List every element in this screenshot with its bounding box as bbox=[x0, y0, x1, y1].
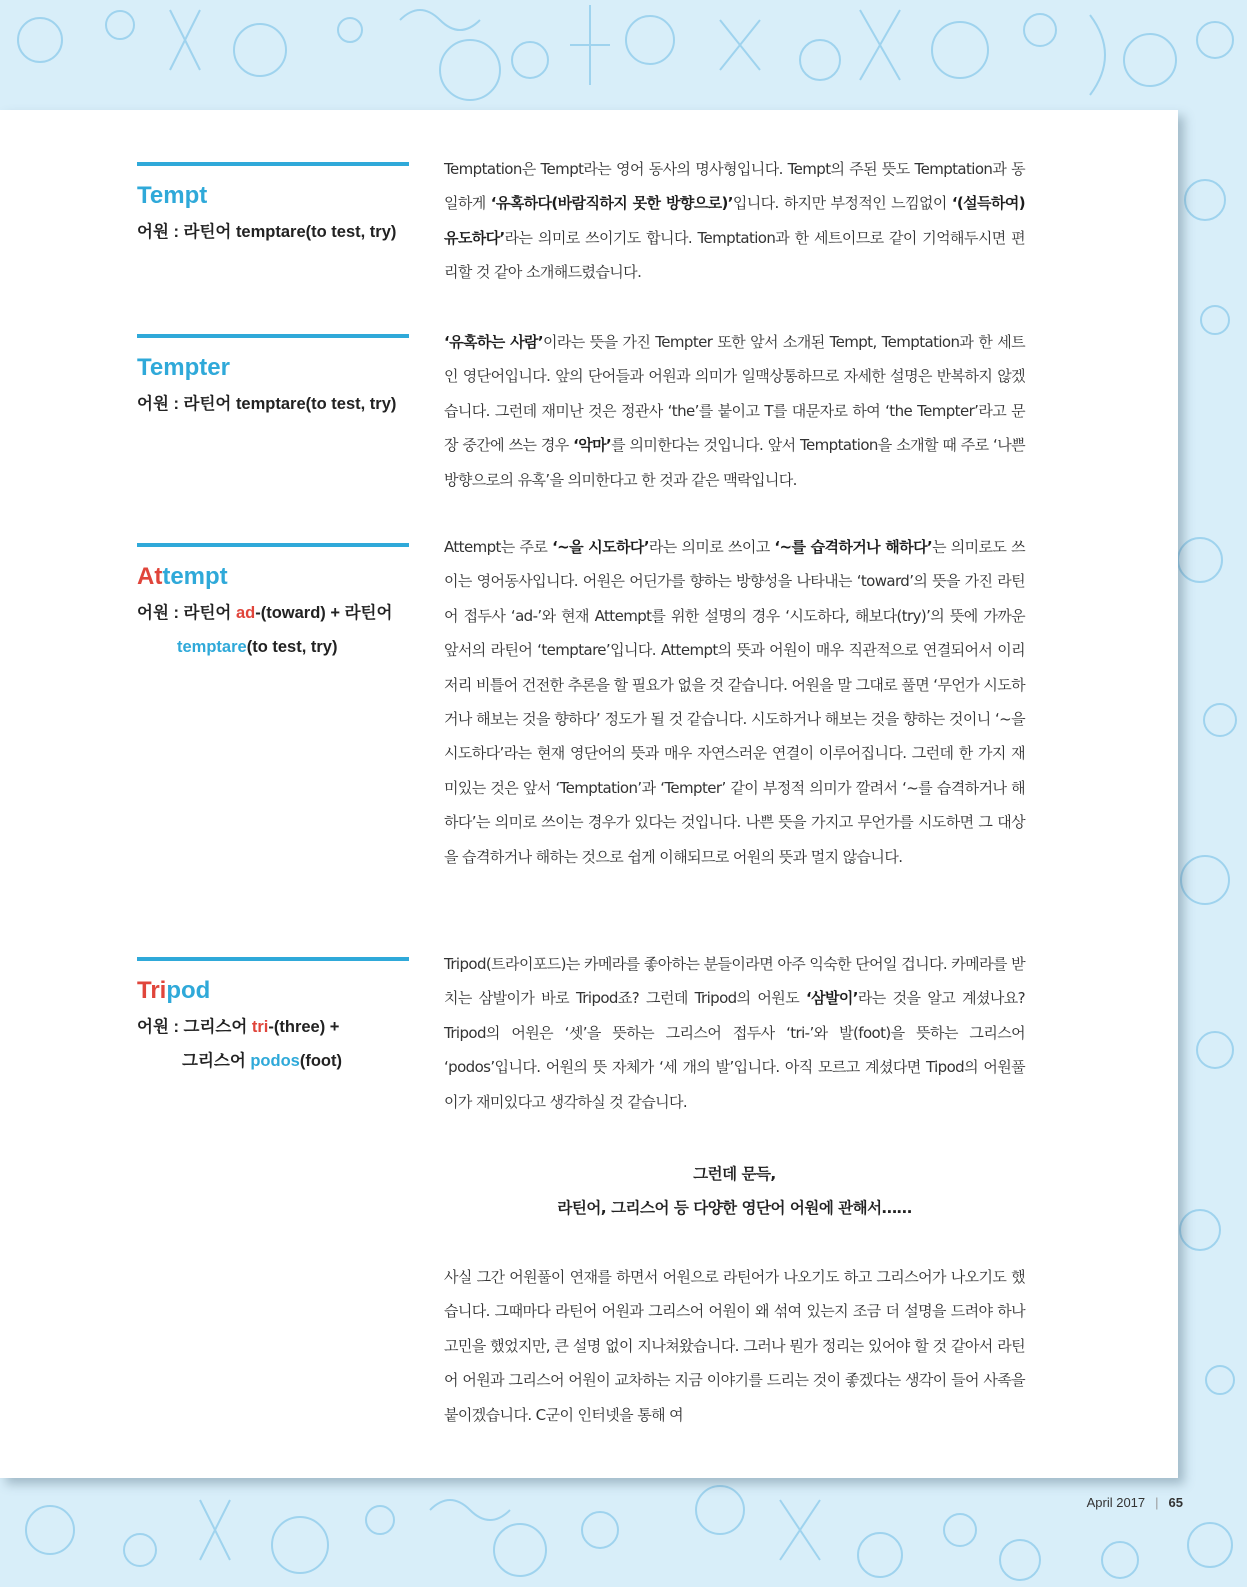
entry-etymology: 어원 : 라틴어 temptare(to test, try) bbox=[137, 223, 397, 241]
ety-suffix: (foot) bbox=[299, 1052, 342, 1070]
entry-attempt bbox=[137, 543, 409, 664]
footer-separator: | bbox=[1155, 1495, 1159, 1510]
word-root: pod bbox=[166, 977, 211, 1004]
word-root: tempt bbox=[162, 563, 228, 590]
emphasis-text: ‘악마’ bbox=[573, 436, 612, 455]
entry-word bbox=[137, 562, 409, 592]
issue-date: April 2017 bbox=[1086, 1495, 1146, 1510]
entry-etymology bbox=[137, 1010, 409, 1078]
entry-paragraph: Attempt는 주로 ‘~을 시도하다’라는 의미로 쓰이고 ‘~를 습격하거나 해하다’는 의미로도 쓰이는 영어동사입니다. 어원은 어딘가를 향하는 방향성을 나타내는 ‘toward’의 뜻을 가진 라틴어 접두사 ‘ad-’와 현재 Attempt를 위한 설명의 경우 ‘시도하다, 해보다(try)’의 뜻에 가까운 앞서의 라틴어 ‘temptare’입니다. Attempt의 뜻과 어원이 매우 직관적으로 연결되어서 이리저리 비틀어 건전한 추론을 할 필요가 없을 것 같습니다. 어원을 말 그대로 풀면 ‘무언가 시도하거나 해보는 것을 향하다’ 정도가 될 것 같습니다. 시도하거나 해보는 것을 향하는 것이니 ‘~을 시도하다’라는 현재 영단어의 뜻과 매우 자연스러운 연결이 이루어집니다. 그런데 한 가지 재미있는 것은 앞서 ‘Temptation’과 ‘Tempter’ 같이 부정적 의미가 깔려서 ‘~를 습격하거나 해하다’는 의미로 쓰이는 경우가 있다는 것입니다. 나쁜 뜻을 가지고 무언가를 시도하면 그 대상을 습격하거나 해하는 것으로 쉽게 이해되므로 어원의 뜻과 멀지 않습니다. bbox=[444, 538, 1025, 866]
emphasis-text: ‘유혹하는 사람’ bbox=[444, 333, 544, 351]
entry-word: Tempt bbox=[137, 182, 208, 209]
entry-paragraph: Tripod(트라이포드)는 카메라를 좋아하는 분들이라면 아주 익숙한 단어일 겁니다. 카메라를 받치는 삼발이가 바로 Tripod죠? 그런데 Tripod의 어원도 ‘삼발이’라는 것을 알고 계셨나요? Tripod의 어원은 ‘셋’을 뜻하는 그리스어 접두사 ‘tri-’와 발(foot)을 뜻하는 그리스어 ‘podos’입니다. 어원의 뜻 자체가 ‘세 개의 발’입니다. 아직 모르고 계셨다면 Tipod의 어원풀이가 재미있다고 생각하실 것 같습니다. bbox=[444, 955, 1025, 1111]
section-rule bbox=[137, 957, 409, 961]
entry-tripod bbox=[137, 957, 409, 1078]
emphasis-text: ‘삼발이’ bbox=[806, 989, 858, 1008]
ety-prefix: 어원 : 그리스어 bbox=[137, 1018, 252, 1036]
word-prefix: Tri bbox=[137, 977, 167, 1004]
ety-red: tri bbox=[251, 1018, 269, 1036]
section-rule bbox=[137, 543, 409, 547]
ety-prefix: 어원 : 라틴어 bbox=[137, 604, 236, 622]
ety-mid: -(three) + bbox=[268, 1018, 340, 1036]
entry-word bbox=[137, 976, 409, 1006]
emphasis-text: ‘(설득하여) 유도하다’ bbox=[444, 194, 1025, 247]
emphasis-text: ‘~을 시도하다’ bbox=[552, 538, 649, 556]
entry-tempter bbox=[137, 334, 409, 421]
entry-etymology: 어원 : 라틴어 temptare(to test, try) bbox=[137, 395, 397, 413]
section-rule bbox=[137, 334, 409, 338]
closing-paragraph: 사실 그간 어원풀이 연재를 하면서 어원으로 라틴어가 나오기도 하고 그리스어가 나오기도 했습니다. 그때마다 라틴어 어원과 그리스어 어원이 왜 섞여 있는지 조금 더 설명을 드려야 하나 고민을 했었지만, 큰 설명 없이 지나쳐왔습니다. 그러나 뭔가 정리는 있어야 할 것 같아서 라틴어 어원과 그리스어 어원이 교차하는 지금 이야기를 드리는 것이 좋겠다는 생각이 들어 사족을 붙이겠습니다. C군이 인터넷을 통해 여 bbox=[444, 1268, 1025, 1424]
entry-tempt bbox=[137, 162, 409, 249]
entry-paragraph: Temptation은 Tempt라는 영어 동사의 명사형입니다. Tempt의 주된 뜻도 Temptation과 동일하게 ‘유혹하다(바람직하지 못한 방향으로)’입니다. 하지만 부정적인 느낌없이 ‘(설득하여) 유도하다’라는 의미로 쓰이기도 합니다. Temptation과 한 세트이므로 같이 기억해두시면 편리할 것 같아 소개해드렸습니다. bbox=[444, 160, 1025, 282]
ety-line2-prefix: 그리스어 bbox=[182, 1052, 251, 1070]
ety-mid: -(toward) + 라틴어 bbox=[255, 604, 393, 622]
page-number: 65 bbox=[1168, 1495, 1183, 1510]
ety-line2 bbox=[137, 630, 409, 664]
entry-paragraph: ‘유혹하는 사람’이라는 뜻을 가진 Tempter 또한 앞서 소개된 Tempt, Temptation과 한 세트인 영단어입니다. 앞의 단어들과 어원과 의미가 일맥상통하므로 자세한 설명은 반복하지 않겠습니다. 그런데 재미난 것은 정관사 ‘the’를 붙이고 T를 대문자로 하여 ‘the Tempter’라고 문장 중간에 쓰는 경우 ‘악마’를 의미한다는 것입니다. 앞서 Temptation을 소개할 때 주로 ‘나쁜 방향으로의 유혹’을 의미한다고 한 것과 같은 맥락입니다. bbox=[444, 333, 1026, 489]
ety-line2 bbox=[137, 1044, 409, 1078]
emphasis-text: ‘유혹하다(바람직하지 못한 방향으로)’ bbox=[490, 194, 733, 213]
emphasis-text: ‘~를 습격하거나 해하다’ bbox=[774, 538, 933, 556]
ety-red: ad bbox=[235, 604, 256, 622]
ety-suffix: (to test, try) bbox=[246, 638, 338, 656]
ety-blue: temptare bbox=[177, 638, 247, 656]
callout-line-1: 그런데 문득, bbox=[693, 1165, 776, 1183]
entry-word: Tempter bbox=[137, 354, 230, 381]
word-prefix: At bbox=[137, 563, 163, 590]
entry-etymology bbox=[137, 596, 409, 664]
page-footer bbox=[1087, 1495, 1183, 1510]
callout-line-2: 라틴어, 그리스어 등 다양한 영단어 어원에 관해서…… bbox=[557, 1199, 912, 1217]
section-rule bbox=[137, 162, 409, 166]
ety-blue: podos bbox=[250, 1052, 300, 1070]
